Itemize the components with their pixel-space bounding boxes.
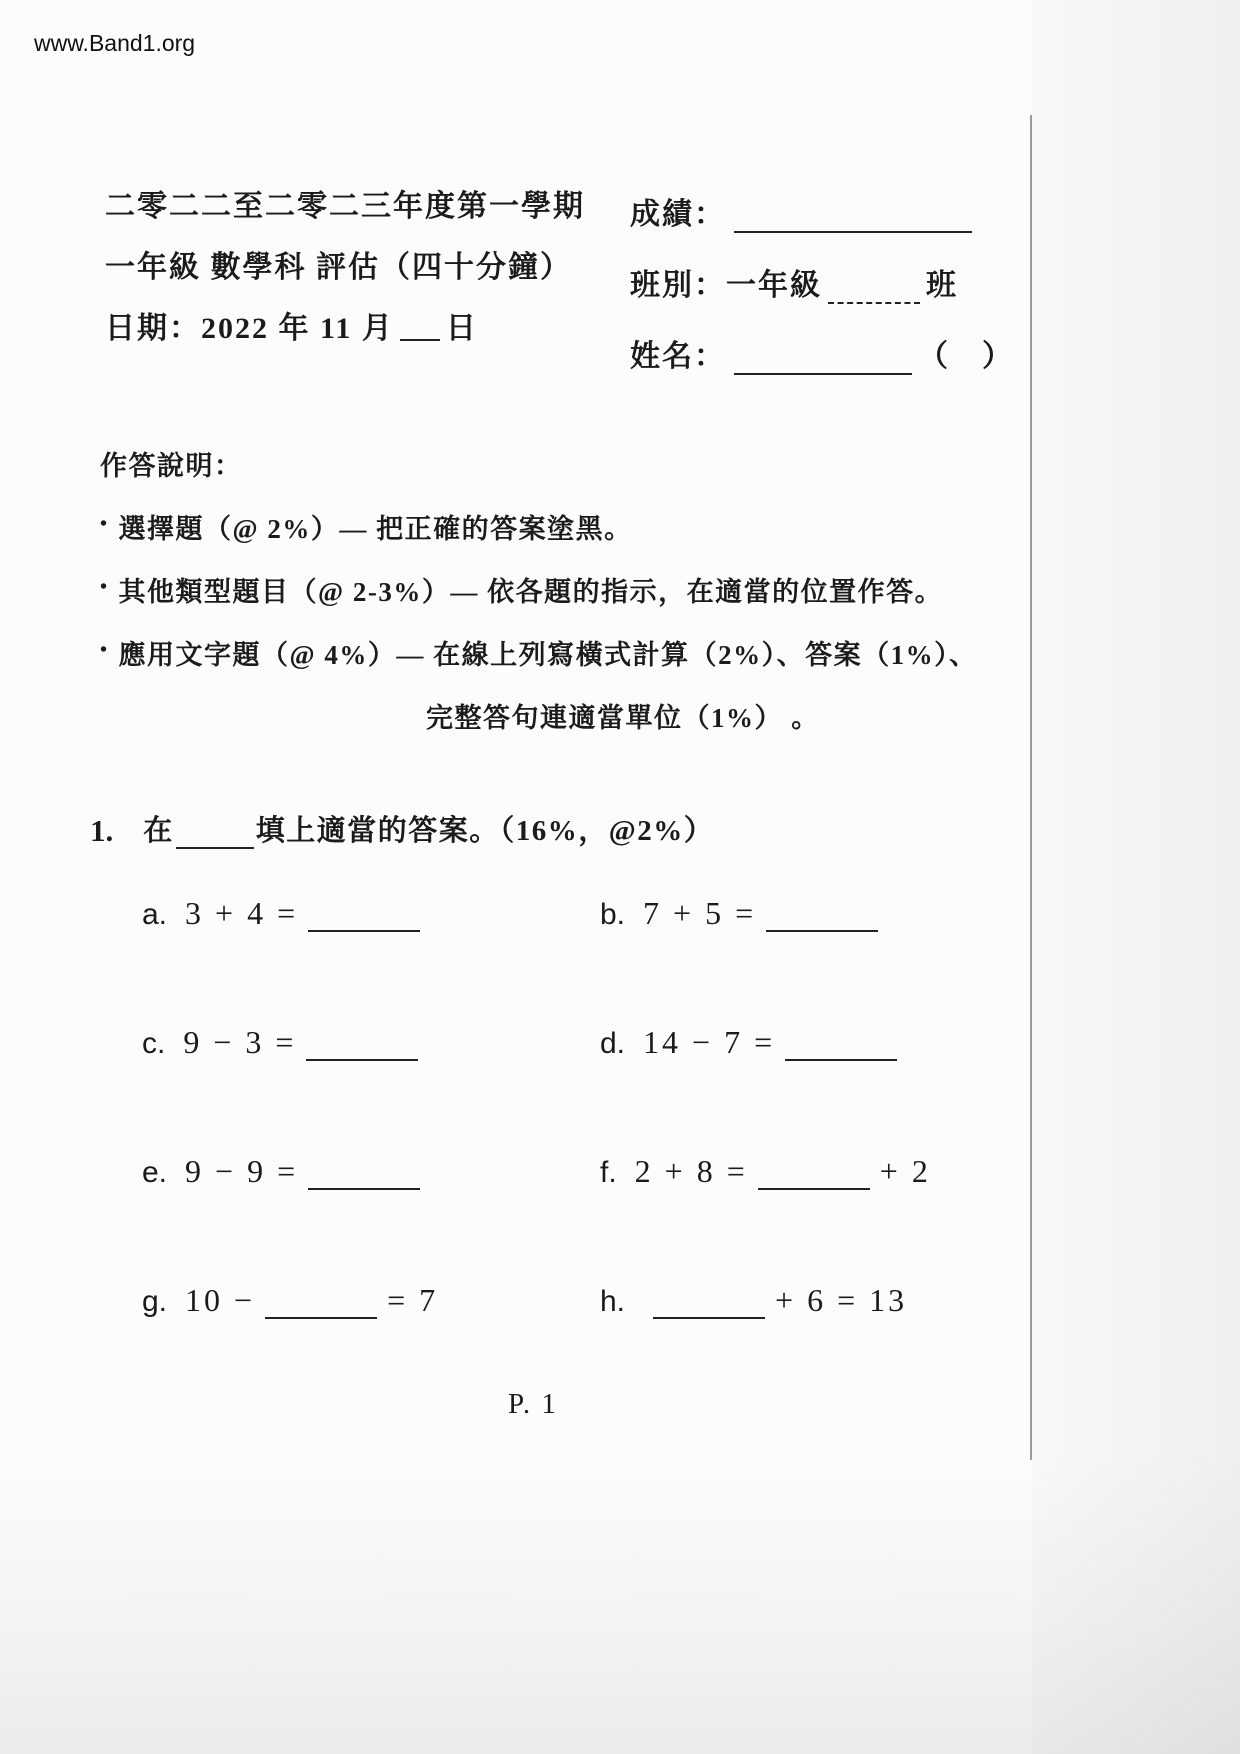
item-expression: 3 + 4 = <box>185 895 299 931</box>
class-suffix: 班 <box>926 269 958 302</box>
item-expression-after: + 2 <box>879 1153 931 1189</box>
instruction-bullet-3 <box>100 621 978 684</box>
question-item-c <box>142 1017 600 1061</box>
question-prompt-blank <box>176 817 254 849</box>
item-label: h. <box>600 1285 626 1318</box>
bullet-dot-icon: • <box>100 639 109 661</box>
exam-year-title: 二零二二至二零二三年度第一學期 <box>105 189 585 223</box>
question-prompt-suffix: 填上適當的答案。（16%，@2%） <box>255 815 715 847</box>
question-item-f <box>600 1146 1022 1190</box>
class-label: 班別：一年級 <box>630 269 822 302</box>
instruction-bullet-2 <box>100 558 978 621</box>
bullet-dot-icon: • <box>100 576 109 598</box>
instruction-text-1: 選擇題（@ 2%）— 把正確的答案塗黑。 <box>118 514 633 544</box>
item-expression: 9 − 9 = <box>185 1153 299 1189</box>
name-blank <box>734 343 912 375</box>
item-label: e. <box>142 1156 168 1189</box>
question-number: 1. <box>90 813 114 848</box>
instruction-text-3: 應用文字題（@ 4%）— 在線上列寫橫式計算（2%）、答案（1%）、 <box>118 640 978 670</box>
question-item-a <box>142 888 600 932</box>
question-item-b <box>600 888 1022 932</box>
question-item-e <box>142 1146 600 1190</box>
class-line <box>630 243 1014 314</box>
item-expression: 2 + 8 = <box>634 1153 748 1189</box>
answer-blank <box>306 1029 418 1061</box>
item-label: c. <box>142 1027 166 1060</box>
item-expression-after: + 6 = 13 <box>775 1282 908 1318</box>
score-line <box>630 172 1014 243</box>
answer-blank <box>758 1158 870 1190</box>
answer-blank <box>766 900 878 932</box>
item-label: b. <box>600 898 626 931</box>
date-suffix: 日 <box>445 311 478 345</box>
answer-blank <box>265 1287 377 1319</box>
item-expression: 7 + 5 = <box>643 895 757 931</box>
question-1-items-grid <box>142 888 1022 1319</box>
item-expression: 10 − <box>185 1282 256 1318</box>
page-number: P. 1 <box>508 1388 558 1420</box>
question-item-d <box>600 1017 1022 1061</box>
name-label: 姓名： <box>630 340 726 373</box>
answer-blank <box>308 1158 420 1190</box>
class-blank <box>828 272 920 304</box>
item-label: d. <box>600 1027 626 1060</box>
exam-date-line <box>105 294 585 355</box>
watermark-url: www.Band1.org <box>34 30 196 56</box>
exam-subject-title: 一年級 數學科 評估（四十分鐘） <box>105 250 572 284</box>
question-prompt-prefix: 在 <box>143 815 174 847</box>
date-label: 日期：2022 年 11 月 <box>105 311 394 345</box>
answer-instructions-block <box>100 432 978 747</box>
name-line <box>630 314 1014 385</box>
score-blank <box>734 201 972 233</box>
instruction-text-2: 其他類型題目（@ 2-3%）— 依各題的指示，在適當的位置作答。 <box>118 577 944 607</box>
question-item-h <box>600 1275 1022 1319</box>
bullet-dot-icon: • <box>100 513 109 535</box>
question-1-header <box>90 808 714 849</box>
header-left-block <box>105 172 585 355</box>
name-suffix: （ ） <box>918 340 1014 373</box>
instruction-continuation: 完整答句連適當單位（1%） 。 <box>426 703 820 733</box>
item-label: a. <box>142 898 168 931</box>
header-right-block <box>630 172 1014 385</box>
scan-right-tint <box>1032 0 1240 1754</box>
instruction-bullet-1 <box>100 495 978 558</box>
instructions-title: 作答說明： <box>100 451 243 481</box>
answer-blank <box>785 1029 897 1061</box>
score-label: 成績： <box>630 198 726 231</box>
answer-blank <box>308 900 420 932</box>
item-label: g. <box>142 1285 168 1318</box>
item-expression: 9 − 3 = <box>183 1024 297 1060</box>
question-item-g <box>142 1275 600 1319</box>
date-day-blank <box>400 309 440 341</box>
item-label: f. <box>600 1156 617 1189</box>
answer-blank <box>653 1287 765 1319</box>
item-expression-after: = 7 <box>387 1282 439 1318</box>
page-edge-line <box>1030 115 1032 1460</box>
item-expression: 14 − 7 = <box>643 1024 776 1060</box>
